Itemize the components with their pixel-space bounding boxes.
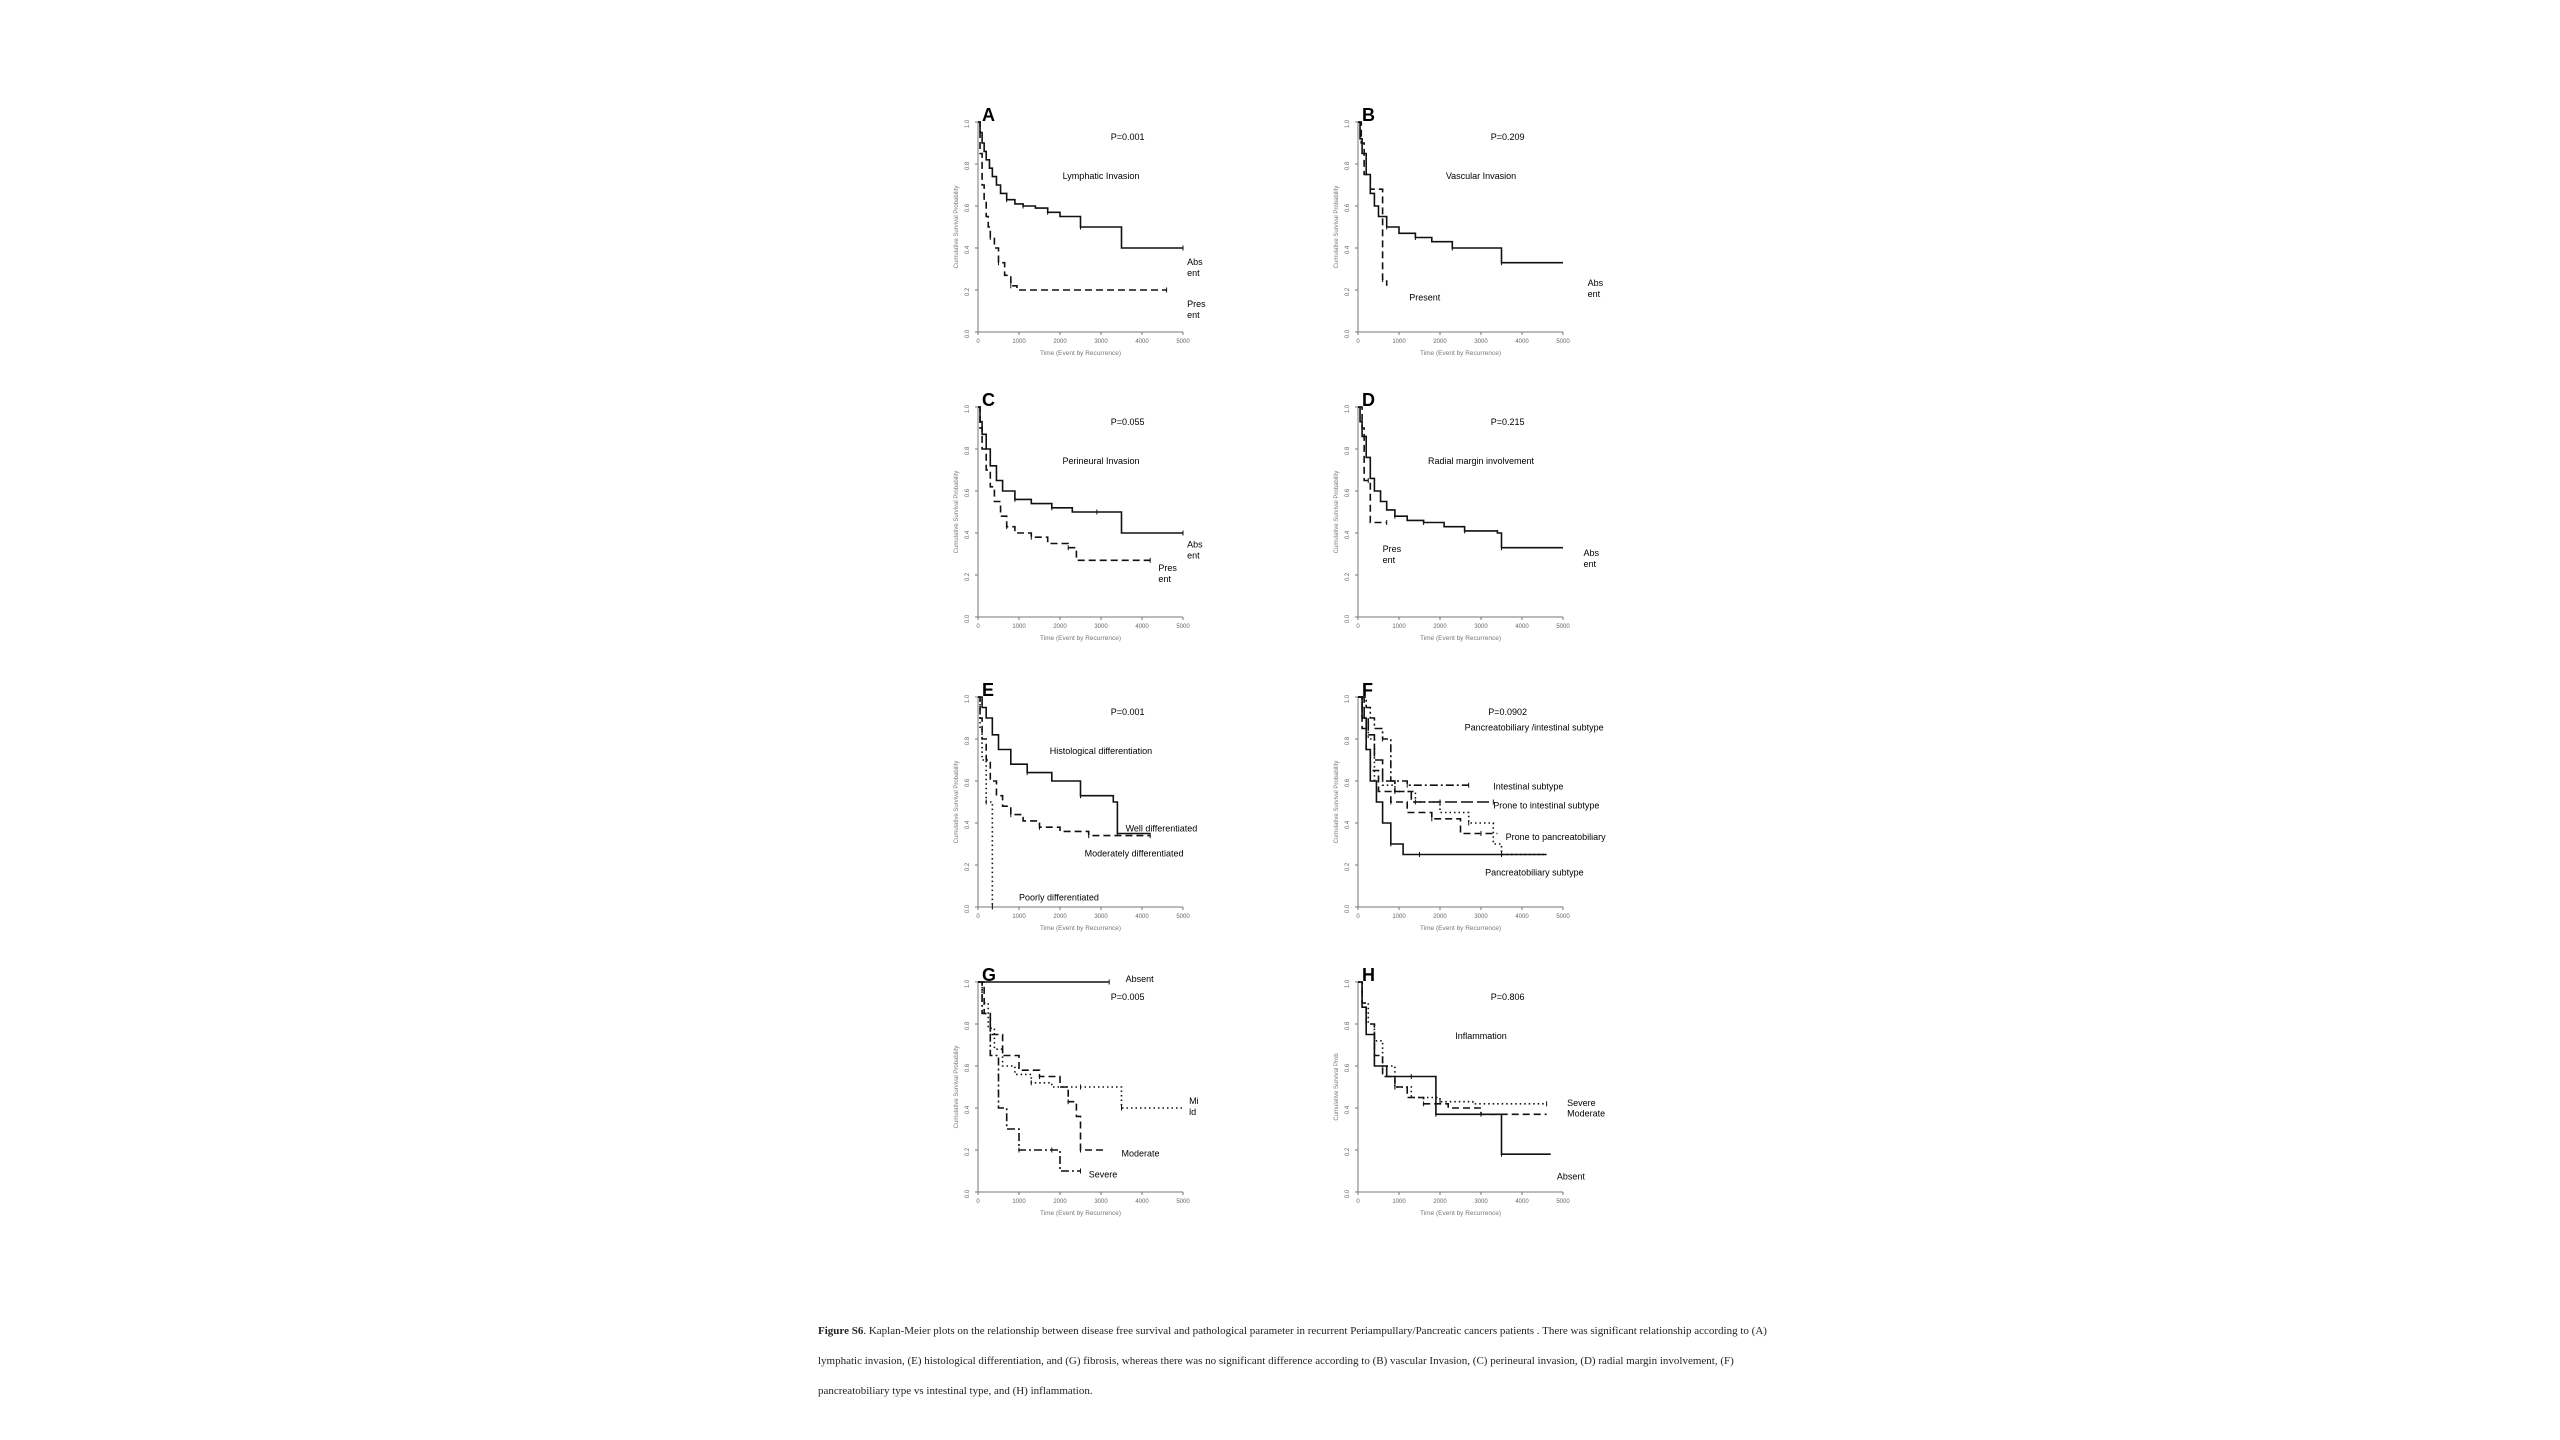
series-label: Mi ld [1189,1095,1199,1117]
y-tick-label: 1.0 [1345,979,1351,989]
panel-title: Radial margin involvement [1427,456,1535,466]
series-label: Moderate [1121,1148,1160,1159]
y-tick-label: 0.2 [965,572,971,582]
figure-caption [818,1316,1798,1406]
y-tick-label: 0.2 [965,862,971,872]
y-tick-label: 0.4 [1345,245,1351,255]
survival-curve [1358,697,1497,834]
survival-curve [978,697,1153,834]
y-tick-label: 0.8 [1345,446,1351,456]
survival-curve [978,407,1183,533]
x-tick-label: 0 [1356,1199,1360,1205]
y-tick-label: 0.4 [965,1105,971,1115]
panel-title: Inflammation [1455,1031,1507,1041]
y-tick-label: 0.4 [965,245,971,255]
km-chart-c [950,390,1210,655]
x-tick-label: 2000 [1433,914,1447,920]
p-value: P=0.806 [1490,992,1525,1002]
survival-curve [978,982,1081,1171]
x-tick-label: 5000 [1176,914,1190,920]
x-tick-label: 3000 [1474,914,1488,920]
y-tick-label: 0.8 [1345,161,1351,171]
x-tick-label: 4000 [1135,914,1149,920]
y-tick-label: 0.0 [1345,329,1351,339]
y-axis-label: Cumulative Survival Probability [954,470,960,554]
survival-curve [978,982,1105,1150]
p-value: P=0.055 [1110,417,1145,427]
series-label: Pres ent [1187,298,1206,320]
y-tick-label: 1.0 [1345,694,1351,704]
panel-title: Vascular Invasion [1445,171,1517,181]
y-tick-label: 0.4 [965,530,971,540]
y-tick-label: 0.6 [965,488,971,498]
panel-title: Perineural Invasion [1062,456,1140,466]
caption-text: . Kaplan-Meier plots on the relationship between disease free survival and pathological parameter in recurrent Periampullary/Pancreatic cancers patients . There was significant relationship according to (A) lymphatic invasion, (E) histological differentiation, and (G) fibrosis, whereas there was no significant difference according to (B) vascular Invasion, (C) perineural invasion, (D) radial margin involvement, (F) pancreatobiliary type vs intestinal type, and (H) inflammation. [818,1325,1767,1397]
x-tick-label: 5000 [1556,624,1570,630]
km-chart-a [950,105,1210,370]
x-tick-label: 0 [976,914,980,920]
x-axis-label: Time (Event by Recurrence) [1039,925,1122,932]
y-tick-label: 0.4 [1345,1105,1351,1115]
x-tick-label: 3000 [1474,1199,1488,1205]
x-tick-label: 2000 [1053,914,1067,920]
x-tick-label: 4000 [1135,624,1149,630]
y-tick-label: 1.0 [965,694,971,704]
x-tick-label: 2000 [1053,339,1067,345]
p-value: P=0.001 [1110,132,1145,142]
km-chart-g [950,965,1210,1230]
y-tick-label: 0.8 [1345,1021,1351,1031]
series-label: Present [1409,292,1441,303]
series-label: Absent [1125,974,1154,984]
panel-letter: D [1362,390,1375,410]
y-tick-label: 0.6 [1345,778,1351,788]
x-tick-label: 4000 [1515,339,1529,345]
y-tick-label: 0.4 [965,820,971,830]
y-tick-label: 0.0 [1345,1189,1351,1199]
series-label: Moderate [1567,1108,1606,1119]
series-label: Abs ent [1587,277,1604,299]
y-tick-label: 0.0 [965,1189,971,1199]
x-tick-label: 1000 [1012,624,1026,630]
y-tick-label: 0.2 [1345,1147,1351,1157]
y-tick-label: 0.0 [965,904,971,914]
y-tick-label: 0.0 [1345,904,1351,914]
y-tick-label: 1.0 [965,119,971,129]
survival-curve [978,407,1150,560]
panel-letter: C [982,390,995,410]
x-tick-label: 1000 [1012,1199,1026,1205]
x-axis-label: Time (Event by Recurrence) [1419,350,1502,357]
x-axis-label: Time (Event by Recurrence) [1419,925,1502,932]
series-label: Intestinal subtype [1493,781,1564,792]
x-tick-label: 4000 [1515,624,1529,630]
survival-curve [978,697,1153,836]
x-tick-label: 4000 [1515,914,1529,920]
series-label: Moderately differentiated [1084,848,1184,859]
x-tick-label: 5000 [1556,914,1570,920]
series-label: Abs ent [1583,548,1600,570]
x-tick-label: 0 [1356,339,1360,345]
p-value: P=0.001 [1110,707,1145,717]
x-axis-label: Time (Event by Recurrence) [1419,1210,1502,1217]
y-axis-label: Cumulative Survival Probability [1334,470,1340,554]
panel-letter: B [1362,105,1375,125]
x-axis-label: Time (Event by Recurrence) [1419,635,1502,642]
y-tick-label: 0.6 [965,1063,971,1073]
km-chart-d [1330,390,1600,655]
x-tick-label: 0 [976,1199,980,1205]
y-tick-label: 0.6 [1345,203,1351,213]
series-label: Poorly differentiated [1019,892,1099,903]
x-tick-label: 3000 [1474,339,1488,345]
x-tick-label: 5000 [1556,1199,1570,1205]
survival-curve [978,697,992,907]
x-tick-label: 5000 [1176,339,1190,345]
panel-letter: E [982,680,995,700]
x-tick-label: 4000 [1135,1199,1149,1205]
km-chart-f [1330,680,1606,945]
series-label: Severe [1567,1097,1596,1108]
y-tick-label: 0.8 [965,736,971,746]
series-label: Pres ent [1382,543,1402,565]
x-tick-label: 2000 [1053,624,1067,630]
y-tick-label: 0.2 [965,287,971,297]
x-tick-label: 0 [1356,624,1360,630]
y-tick-label: 0.6 [1345,488,1351,498]
series-label: Prone to pancreatobiliary [1505,831,1606,842]
y-tick-label: 0.2 [1345,287,1351,297]
y-tick-label: 0.2 [1345,862,1351,872]
series-label: Abs ent [1187,539,1203,561]
series-label: Prone to intestinal subtype [1493,800,1600,811]
p-value: P=0.0902 [1488,707,1528,717]
x-tick-label: 3000 [1094,1199,1108,1205]
series-label: Pancreatobiliary /intestinal subtype [1464,722,1604,733]
x-tick-label: 1000 [1392,914,1406,920]
y-tick-label: 0.4 [1345,820,1351,830]
y-tick-label: 0.6 [1345,1063,1351,1073]
x-axis-label: Time (Event by Recurrence) [1039,350,1122,357]
series-label: Well differentiated [1125,823,1198,834]
km-chart-e [950,680,1210,945]
x-tick-label: 3000 [1094,914,1108,920]
x-tick-label: 5000 [1176,624,1190,630]
x-tick-label: 3000 [1474,624,1488,630]
series-label: Severe [1088,1169,1118,1180]
x-tick-label: 1000 [1392,1199,1406,1205]
y-tick-label: 0.6 [965,203,971,213]
x-tick-label: 4000 [1135,339,1149,345]
y-axis-label: Cumulative Survival Probability [954,185,960,269]
y-axis-label: Cumulative Survival Probability [954,1045,960,1129]
y-axis-label: Cumulative Survival Probability [954,760,960,844]
panel-title: Lymphatic Invasion [1062,171,1140,181]
x-tick-label: 0 [976,339,980,345]
panel-letter: F [1362,680,1373,700]
x-tick-label: 1000 [1392,624,1406,630]
series-label: Absent [1556,1171,1585,1182]
panel-letter: H [1362,965,1375,985]
survival-curve [1358,122,1563,263]
x-tick-label: 1000 [1012,914,1026,920]
x-axis-label: Time (Event by Recurrence) [1039,635,1122,642]
y-tick-label: 0.0 [1345,614,1351,624]
x-tick-label: 5000 [1176,1199,1190,1205]
series-label: Pancreatobiliary subtype [1485,867,1584,878]
x-tick-label: 0 [976,624,980,630]
x-tick-label: 2000 [1433,339,1447,345]
x-tick-label: 1000 [1012,339,1026,345]
km-chart-h [1330,965,1606,1230]
survival-curve [978,122,1167,290]
x-tick-label: 0 [1356,914,1360,920]
x-tick-label: 4000 [1515,1199,1529,1205]
x-tick-label: 3000 [1094,624,1108,630]
y-tick-label: 0.8 [965,1021,971,1031]
x-tick-label: 1000 [1392,339,1406,345]
y-tick-label: 0.2 [965,1147,971,1157]
survival-curve [1358,982,1551,1154]
y-tick-label: 0.4 [1345,530,1351,540]
y-tick-label: 0.6 [965,778,971,788]
y-tick-label: 1.0 [1345,404,1351,414]
y-tick-label: 1.0 [965,404,971,414]
y-tick-label: 0.8 [965,161,971,171]
y-tick-label: 0.8 [965,446,971,456]
survival-curve [1358,697,1493,802]
x-tick-label: 2000 [1433,624,1447,630]
p-value: P=0.215 [1490,417,1525,427]
y-tick-label: 0.0 [965,614,971,624]
panel-title: Histological differentiation [1049,746,1153,756]
x-tick-label: 2000 [1433,1199,1447,1205]
series-label: Pres ent [1158,562,1177,584]
caption-label: Figure S6 [818,1325,864,1337]
panel-letter: A [982,105,995,125]
p-value: P=0.005 [1110,992,1145,1002]
x-tick-label: 3000 [1094,339,1108,345]
survival-curve [1358,407,1563,548]
y-tick-label: 1.0 [1345,119,1351,129]
y-tick-label: 1.0 [965,979,971,989]
y-axis-label: Cumulative Survival Probability [1334,760,1340,844]
p-value: P=0.209 [1490,132,1525,142]
x-tick-label: 2000 [1053,1199,1067,1205]
y-tick-label: 0.8 [1345,736,1351,746]
y-tick-label: 0.0 [965,329,971,339]
y-tick-label: 0.2 [1345,572,1351,582]
km-chart-b [1330,105,1604,370]
series-label: Abs ent [1187,256,1203,278]
x-tick-label: 5000 [1556,339,1570,345]
y-axis-label: Cumulative Survival Prob [1334,1053,1340,1121]
panel-letter: G [982,965,997,985]
y-axis-label: Cumulative Survival Probability [1334,185,1340,269]
x-axis-label: Time (Event by Recurrence) [1039,1210,1122,1217]
